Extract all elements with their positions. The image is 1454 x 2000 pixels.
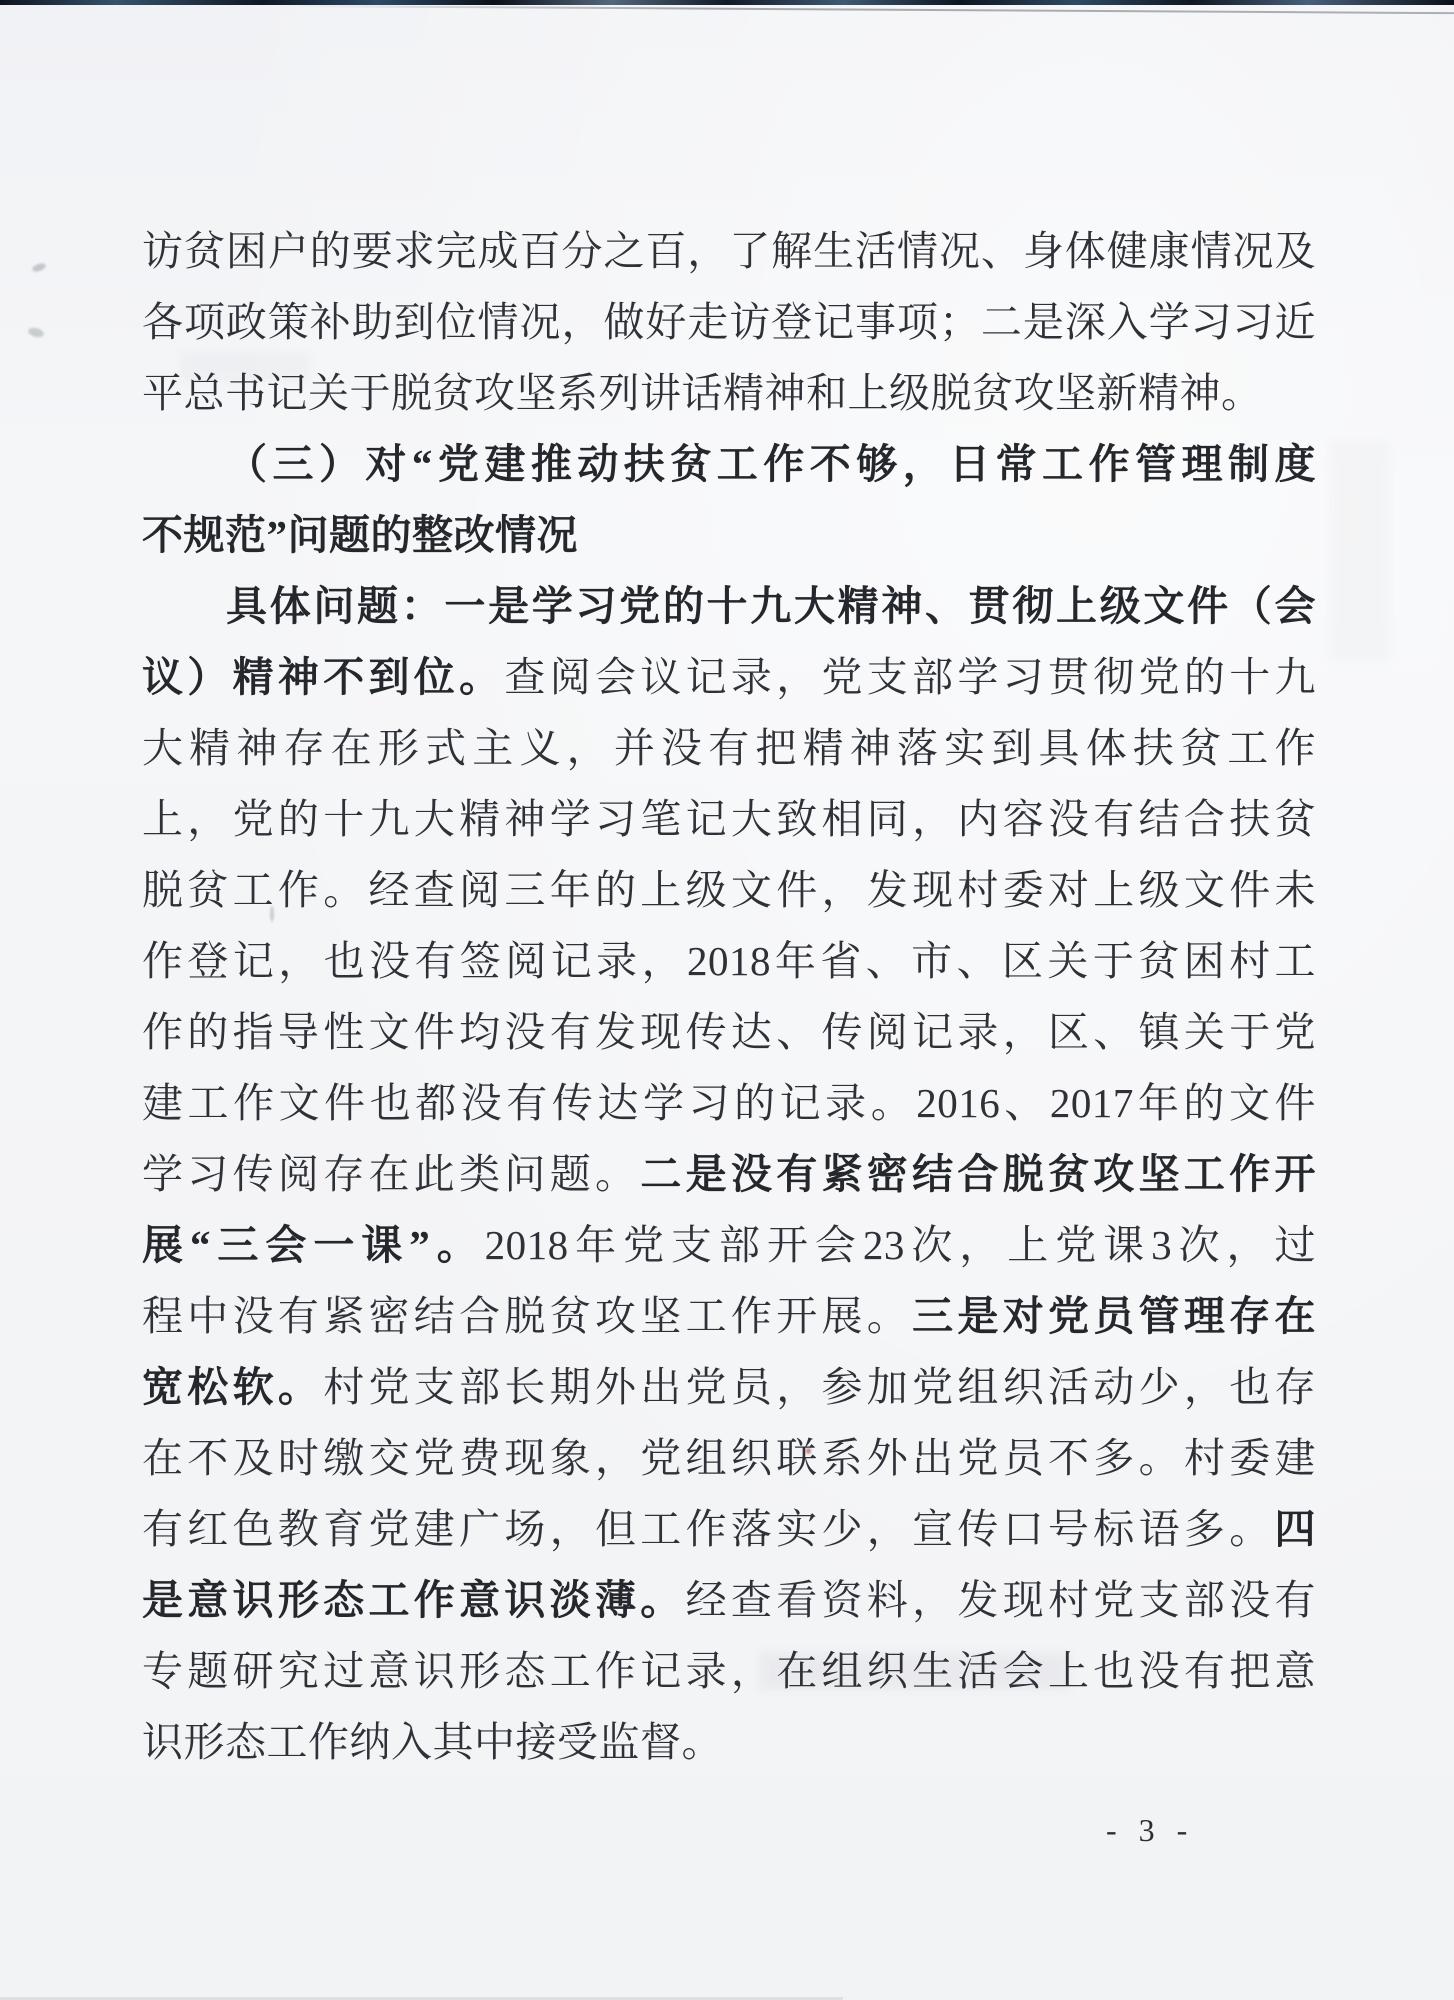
text-segment: 平总书记关于脱贫攻坚系列讲话精神和上级脱贫攻坚新精神。 — [142, 370, 1263, 416]
scan-speck — [27, 326, 45, 339]
bold-text-segment: 四 — [1274, 1506, 1316, 1552]
bold-text-segment: 展“三会一课”。 — [142, 1222, 485, 1268]
text-segment: 作登记，也没有签阅记录，2018年省、市、区关于贫困村工 — [142, 938, 1316, 984]
text-segment: 识形态工作纳入其中接受监督。 — [142, 1719, 723, 1765]
scan-speck — [31, 262, 47, 273]
text-segment: 在不及时缴交党费现象，党组织联系外出党员不多。村委建 — [142, 1435, 1316, 1481]
text-line — [142, 287, 1316, 358]
text-line — [142, 997, 1316, 1068]
text-segment: 脱贫工作。经查阅三年的上级文件，发现村委对上级文件未 — [142, 867, 1316, 913]
bleed-through-ghost — [1330, 440, 1390, 660]
bold-text-segment: 二是没有紧密结合脱贫攻坚工作开 — [640, 1151, 1317, 1197]
text-segment: 2018年党支部开会23次，上党课3次，过 — [484, 1222, 1317, 1268]
bold-text-segment: 宽松软。 — [142, 1364, 324, 1410]
text-line — [142, 1494, 1316, 1565]
document-body — [142, 216, 1316, 1778]
text-segment: 程中没有紧密结合脱贫攻坚工作开展。 — [142, 1293, 913, 1339]
text-segment: 经查看资料，发现村党支部没有 — [685, 1577, 1317, 1623]
text-segment: 作的指导性文件均没有发现传达、传阅记录，区、镇关于党 — [142, 1009, 1316, 1055]
text-line — [142, 500, 1316, 571]
bold-text-segment: 是意识形态工作意识淡薄。 — [142, 1577, 686, 1623]
text-line — [142, 1068, 1316, 1139]
text-line — [142, 642, 1316, 713]
text-line — [142, 1210, 1316, 1281]
text-segment: 查阅会议记录，党支部学习贯彻党的十九 — [504, 654, 1317, 700]
text-segment: 专题研究过意识形态工作记录，在组织生活会上也没有把意 — [142, 1648, 1316, 1694]
text-line — [142, 784, 1316, 855]
text-line — [142, 1707, 1316, 1778]
text-line — [142, 855, 1316, 926]
text-segment: 大精神存在形式主义，并没有把精神落实到具体扶贫工作 — [142, 725, 1316, 771]
text-segment: 上，党的十九大精神学习笔记大致相同，内容没有结合扶贫 — [142, 796, 1316, 842]
text-line — [142, 1636, 1316, 1707]
text-segment: 有红色教育党建广场，但工作落实少，宣传口号标语多。 — [142, 1506, 1275, 1552]
text-line — [142, 571, 1316, 642]
text-segment: 访贫困户的要求完成百分之百，了解生活情况、身体健康情况及 — [142, 228, 1316, 274]
text-line — [142, 1281, 1316, 1352]
text-segment: 各项政策补助到位情况，做好走访登记事项；二是深入学习习近 — [142, 299, 1316, 345]
bold-text-segment: 不规范”问题的整改情况 — [142, 512, 578, 558]
text-segment: 村党支部长期外出党员，参加党组织活动少，也存 — [323, 1364, 1317, 1410]
text-line — [142, 216, 1316, 287]
bold-text-segment: 三是对党员管理存在 — [912, 1293, 1317, 1339]
bold-text-segment: （三）对“党建推动扶贫工作不够，日常工作管理制度 — [226, 441, 1316, 487]
text-line — [142, 926, 1316, 997]
scan-artifact-top-edge — [0, 0, 1454, 5]
page-number: - 3 - — [1106, 1812, 1195, 1848]
text-line — [142, 1423, 1316, 1494]
text-segment: 学习传阅存在此类问题。 — [142, 1151, 641, 1197]
text-segment: 建工作文件也都没有传达学习的记录。2016、2017年的文件 — [142, 1080, 1316, 1126]
text-line — [142, 358, 1316, 429]
text-line — [142, 713, 1316, 784]
text-line — [142, 429, 1316, 500]
bold-text-segment: 具体问题：一是学习党的十九大精神、贯彻上级文件（会 — [226, 583, 1316, 629]
text-line — [142, 1352, 1316, 1423]
text-line — [142, 1565, 1316, 1636]
scan-artifact-hairline — [280, 5, 1454, 14]
bold-text-segment: 议）精神不到位。 — [142, 654, 505, 700]
text-line — [142, 1139, 1316, 1210]
